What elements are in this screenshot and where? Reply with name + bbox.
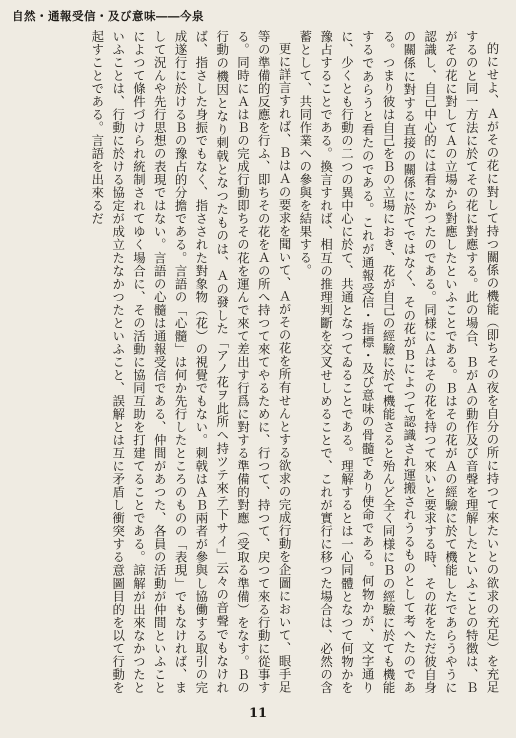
running-head: 自然・通報受信・及び意味――今泉 — [12, 9, 204, 23]
paragraph: 更に詳言すれば、ＢはＡの要求を聞いて、Ａがその花を所有せんとする欲求の完成行動を企圖において、眼手足等の準備的反應を行ふ、即ちその花をＡの所へ持つて來てやるために、行つて、持つて、戻つて來る行動に從事する。同時にＡはＢの完成行動即ちその花を運んで來て差出す行爲に對する準備的對應（受取る準備）をなす。Ｂの行動の機因となり刺戟となつたものは、Ａの發した「アノ花ヲ此所ヘ持ツテ來テ下サイ」云々の音聲でもなければ、指さした身振でもなく、指さされた對象物（花）の視覺でもない。刺戟はＡＢ兩者が參與し協働する取引の完成遂行に於けるＢの豫占的分擔である。言語の「心髓」は何か先行したところのものの「表現」でもなければ、まして況んや先行思想の表現ではない。言語の心髓は通報受信である、仲間があつた、各員の活動が仲間といふことによつて條件づけられ統制されてゆく場合に、その活動に協同互助を打建てることである。諒解が出來なかつたといふことは、行動に於ける協定が成立たなかつたといふこと、誤解とは互に矛盾し衝突する意圖目的を以て行動を起すことである。言語を出來るだ — [89, 30, 293, 694]
paragraph: 的にせよ、Ａがその花に對して持つ關係の機能（即ちその夜を自分の所に持つて來たいとの欲求の充足）を充足するのと同一方法に於てその花に對應する。此の場合、ＢがＡの動作及び音聲を理解したといふことの特徴は、Ｂがその花に對してＡの立場から對應したといふことである。Ｂはその花がＡの經驗に於て機能したであらうやうに認識し、自己中心的には看なかつたのである。同様にＡはその花を持つて來いと要求する時、その花をただ彼自身の關係に對する直接の關係に於てではなく、その花がＢによつて認識され運搬されうるものとして考へたのである。つまり彼は自己をＢの立場におき、花が自己の經驗に於て機能さると殆んど全く同様にＢの經驗に於ても機能するであらうと看たのである。これが通報受信・指標・及び意味の骨髓であり使命である。何物かが、文字通りに、少くとも行動の二つの異中心に於て、共通となつてゐることである。理解するとは一心同體となつて何物かを豫占することである。換言すれば、相互の推理判斷を交叉せしめることで、これが實行に移つた場合は、必然の含蓄として、共同作業への參與を結果する。 — [297, 30, 500, 694]
body-text — [12, 30, 502, 694]
page-number: 11 — [248, 706, 268, 721]
